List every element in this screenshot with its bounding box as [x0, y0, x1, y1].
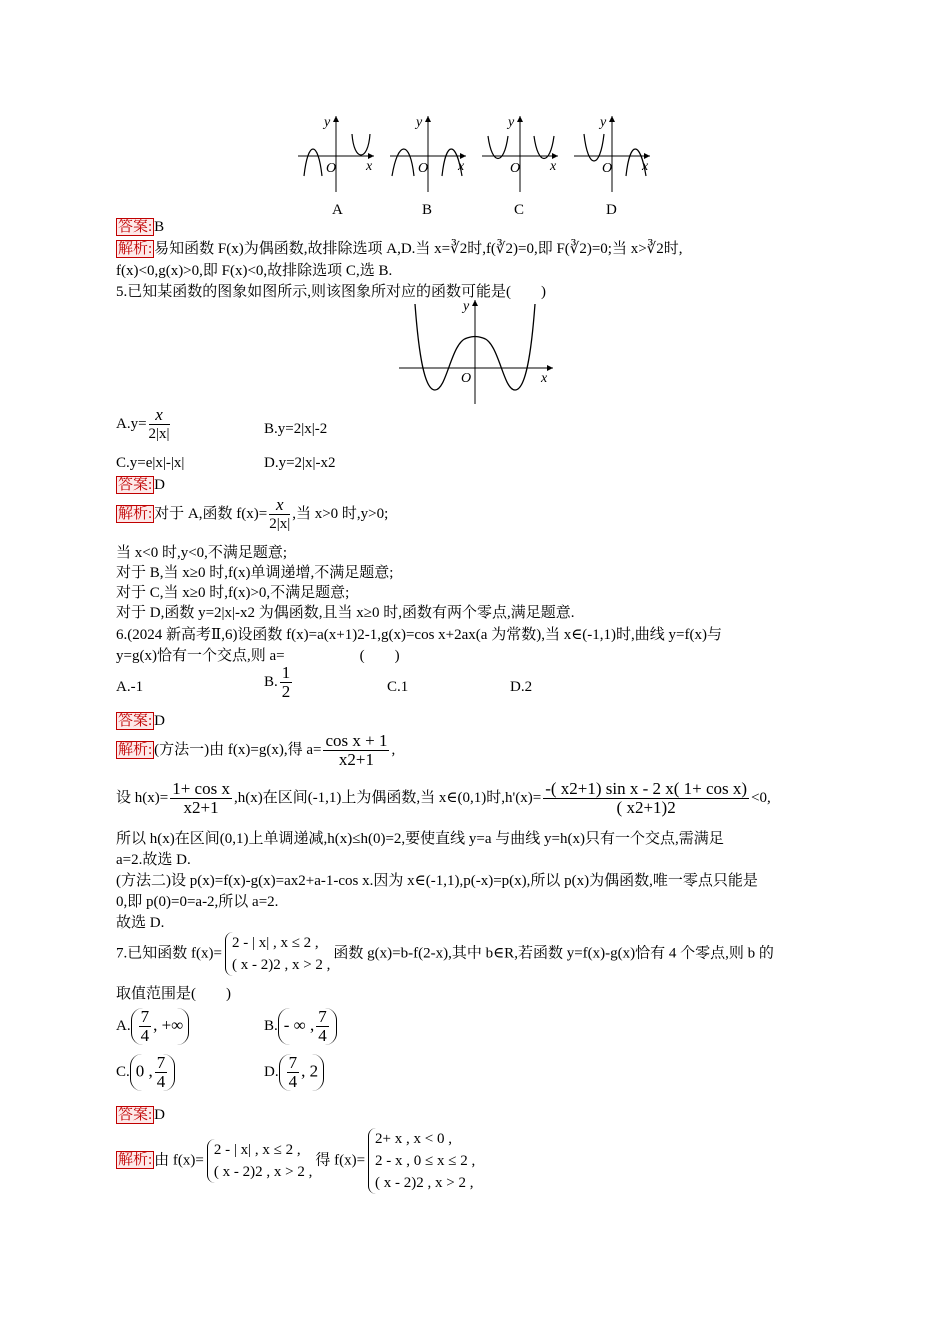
svg-text:x: x	[541, 371, 548, 386]
q4-graphs	[290, 110, 670, 220]
q6-answer: 答案: D	[118, 713, 166, 729]
q7-option-a: A. $\frac{7}{4}$ , +∞	[116, 1008, 189, 1045]
svg-text:O: O	[326, 161, 337, 176]
piecewise: 2 - | x| , x ≤ 2 , ( x - 2)2 , x > 2 ,	[225, 932, 330, 976]
q4-answer: 答案: B	[118, 219, 165, 235]
q6-option-a: A.-1	[116, 679, 144, 695]
q5-analysis-3: 对于 B,当 x≥0 时,f(x)单调递增,不满足题意;	[116, 565, 394, 581]
svg-text:y: y	[508, 115, 515, 130]
svg-text:y: y	[600, 115, 607, 130]
q7-option-b: B. - ∞ , $\frac{7}{4}$	[264, 1008, 337, 1045]
q5-graph	[395, 298, 560, 408]
q7-answer: 答案: D	[118, 1107, 166, 1123]
q6-analysis-2: 设 h(x)= $\frac{\text{1+ cos x}}{x2+1}$ ,h(x)在区间(-1,1)上为偶函数,当 x∈(0,1)时,h'(x)= $\frac{\text{-( x2+1) sin x - 2 x( 1+ cos x)}}{( x2+1)2}$ <0,	[116, 779, 771, 817]
q7-analysis: 解析: 由 f(x)= 2 - | x| , x ≤ 2 , ( x - 2)2 , x > 2 , 得 f(x)= 2+ x , x < 0 , 2 - x , 0 ≤ x ≤ 2 , ( x - 2)2 , x > 2 ,	[116, 1128, 478, 1194]
q6-analysis-3: 所以 h(x)在区间(0,1)上单调递减,h(x)≤h(0)=2,要使直线 y=a 与曲线 y=h(x)只有一个交点,需满足	[116, 831, 724, 847]
q7-stem-2: 取值范围是( )	[116, 986, 231, 1002]
q5-option-b: B.y=2|x|-2	[264, 421, 328, 437]
q6-option-c: C.1	[387, 679, 409, 695]
fraction: $\frac{x}{2|x|}$	[148, 405, 170, 442]
q6-analysis-5: (方法二)设 p(x)=f(x)-g(x)=ax2+a-1-cos x.因为 x∈(-1,1),p(-x)=p(x),所以 p(x)为偶函数,唯一零点只能是	[116, 873, 758, 889]
q5-analysis-4: 对于 C,当 x≥0 时,f(x)>0,不满足题意;	[116, 585, 350, 601]
svg-text:x: x	[366, 159, 373, 174]
analysis-tag: 解析:	[118, 241, 153, 257]
q5-analysis-1: 解析: 对于 A,函数 f(x)= $\frac{x}{2|x|}$ ,当 x>0 时,y>0;	[118, 495, 389, 532]
q4-analysis-1: 解析: 易知函数 F(x)为偶函数,故排除选项 A,D.当 x=∛2时,f(∛2)=0,即 F(∛2)=0;当 x>∛2时,	[118, 241, 683, 257]
svg-text:O: O	[602, 161, 613, 176]
graph-label-a: A	[332, 202, 343, 218]
q5-option-a: A.y= $\frac{x}{2|x|}$	[116, 405, 170, 442]
graph-a	[298, 115, 374, 218]
q7-option-c: C. 0 , $\frac{7}{4}$	[116, 1054, 175, 1091]
q5-option-c: C.y=e|x|-|x|	[116, 455, 185, 471]
q5-stem: 5.已知某函数的图象如图所示,则该图象所对应的函数可能是( )	[116, 284, 546, 300]
q6-stem-2: y=g(x)恰有一个交点,则 a= ( )	[116, 648, 400, 664]
q7-stem-1: 7.已知函数 f(x)= 2 - | x| , x ≤ 2 , ( x - 2)2 , x > 2 , 函数 g(x)=b-f(2-x),其中 b∈R,若函数 y=f(x)-g(x)恰有 4 个零点,则 b 的	[116, 932, 774, 976]
svg-text:y: y	[324, 115, 331, 130]
svg-text:x: x	[458, 159, 465, 174]
q5-analysis-2: 当 x<0 时,y<0,不满足题意;	[116, 545, 288, 561]
svg-text:O: O	[418, 161, 429, 176]
q6-stem-1: 6.(2024 新高考Ⅱ,6)设函数 f(x)=a(x+1)2-1,g(x)=cos x+2ax(a 为常数),当 x∈(-1,1)时,曲线 y=f(x)与	[116, 627, 722, 643]
q6-option-d: D.2	[510, 679, 533, 695]
svg-text:O: O	[510, 161, 521, 176]
q5-option-d: D.y=2|x|-x2	[264, 455, 336, 471]
q6-option-b: B. $\frac{1}{2}$	[264, 663, 291, 701]
svg-text:B: B	[422, 202, 433, 218]
svg-text:D: D	[606, 202, 617, 218]
svg-text:y: y	[416, 115, 423, 130]
q7-option-d: D. $\frac{7}{4}$ , 2	[264, 1054, 324, 1091]
q6-analysis-6: 0,即 p(0)=0=a-2,所以 a=2.	[116, 894, 279, 910]
answer-tag: 答案:	[118, 219, 153, 235]
q4-analysis-2: f(x)<0,g(x)>0,即 F(x)<0,故排除选项 C,选 B.	[116, 263, 393, 279]
q6-analysis-1: 解析: (方法一)由 f(x)=g(x),得 a= $\frac{\text{cos x + 1}}{x2+1}$ ,	[118, 731, 396, 769]
q5-answer: 答案: D	[118, 477, 166, 493]
q6-analysis-4: a=2.故选 D.	[116, 852, 191, 868]
svg-text:x: x	[550, 159, 557, 174]
svg-text:x: x	[642, 159, 649, 174]
svg-text:O: O	[461, 371, 472, 386]
q5-analysis-5: 对于 D,函数 y=2|x|-x2 为偶函数,且当 x≥0 时,函数有两个零点,满足题意.	[116, 605, 575, 621]
q6-analysis-7: 故选 D.	[116, 915, 165, 931]
svg-text:y: y	[463, 299, 470, 314]
svg-text:C: C	[514, 202, 525, 218]
